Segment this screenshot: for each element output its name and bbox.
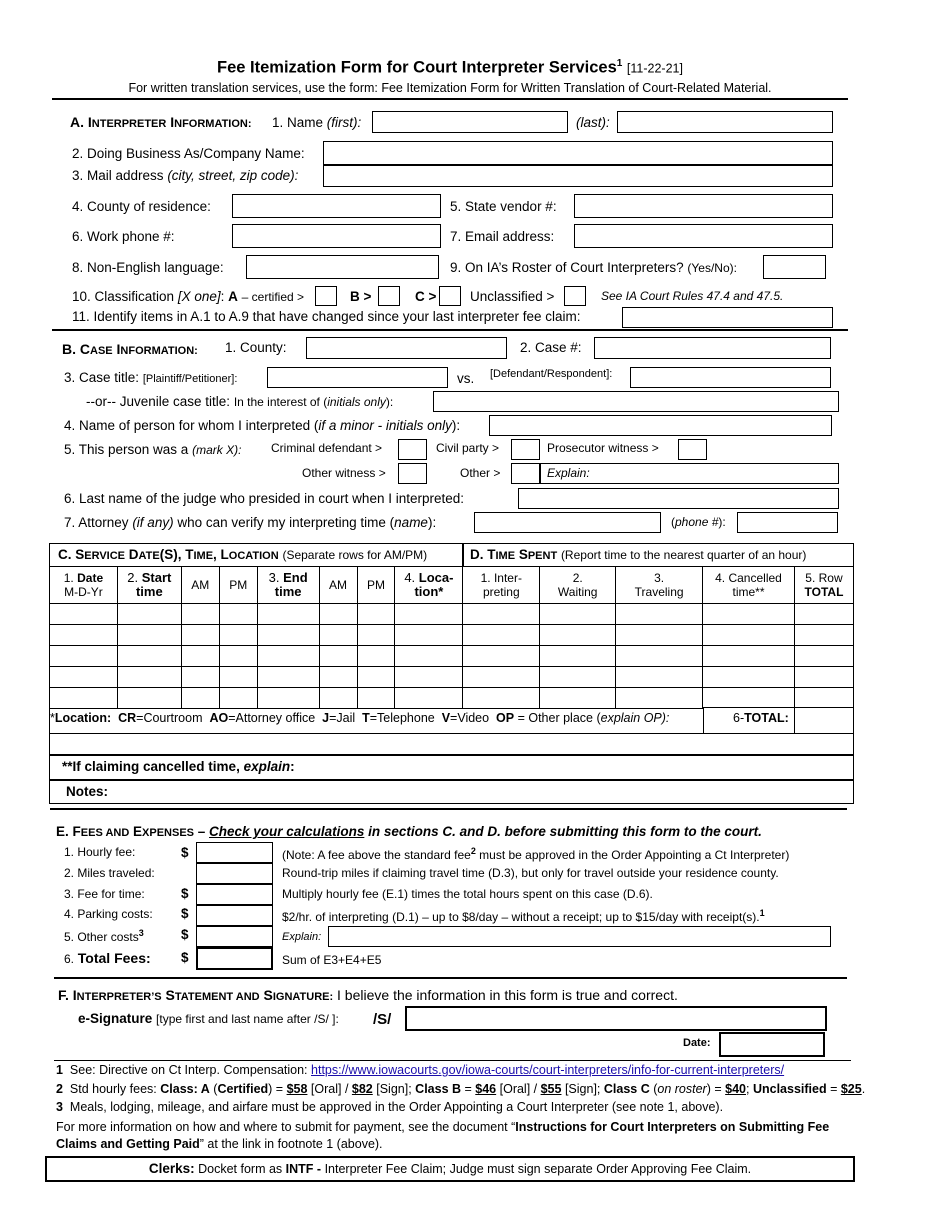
notes-label: Notes: (66, 784, 109, 799)
directive-link[interactable]: https://www.iowacourts.gov/iowa-courts/court-interpreters/info-for-current-interpreters/ (311, 1063, 785, 1077)
clerks-note: Clerks: Docket form as INTF - Interpreter Fee Claim; Judge must sign separate Order Approving Fee Claim. (148, 1161, 752, 1176)
class-unclassified-label: Unclassified > (470, 289, 555, 304)
case-number-input[interactable] (594, 337, 831, 359)
table-row[interactable] (50, 688, 854, 709)
total-label: 6-TOTAL: (733, 711, 789, 725)
first-name-input[interactable] (372, 111, 568, 133)
dba-label: 2. Doing Business As/Company Name: (72, 146, 305, 161)
roster-input[interactable] (763, 255, 826, 279)
footnote-1: 1 See: Directive on Ct Interp. Compensation: https://www.iowacourts.gov/iowa-courts/court-interpreters/info-for-current-interpreters/ (56, 1063, 785, 1077)
hourly-fee-input[interactable] (196, 842, 273, 863)
criminal-defendant-label: Criminal defendant > (271, 441, 383, 455)
email-label: 7. Email address: (450, 229, 555, 244)
date-input[interactable] (719, 1032, 825, 1057)
parking-note: $2/hr. of interpreting (D.1) – up to $8/day – without a receipt; up to $15/day with receipt(s).$^1$ (282, 908, 765, 924)
page-subtitle: For written translation services, use the form: Fee Itemization Form for Written Translation of Court-Related Material. (128, 81, 772, 95)
class-unclassified-checkbox[interactable] (564, 286, 586, 306)
section-cd-divider (462, 543, 464, 567)
table-row[interactable] (50, 625, 854, 646)
table-row[interactable] (50, 604, 854, 625)
col-start-am-header: AM (181, 567, 219, 604)
miles-note: Round-trip miles if claiming travel time (D.3), but only for travel outside your residence county. (282, 866, 779, 880)
prosecutor-witness-checkbox[interactable] (678, 439, 707, 460)
total-fees-label: 6. Total Fees: (64, 950, 151, 966)
county-residence-label: 4. County of residence: (72, 199, 211, 214)
table-row[interactable] (50, 646, 854, 667)
col-cancelled-header: 4. Cancelled time** (703, 567, 795, 604)
case-number-label: 2. Case #: (520, 340, 582, 355)
table-row[interactable] (50, 667, 854, 688)
judge-label: 6. Last name of the judge who presided in court when I interpreted: (64, 491, 464, 506)
class-c-checkbox[interactable] (439, 286, 461, 306)
changed-items-label: 11. Identify items in A.1 to A.9 that have changed since your last interpreter fee claim: (72, 309, 581, 324)
vendor-label: 5. State vendor #: (450, 199, 557, 214)
section-b-heading: B. CASE INFORMATION: (62, 341, 198, 357)
attorney-name-input[interactable] (474, 512, 661, 533)
col-waiting-header: 2. Waiting (540, 567, 616, 604)
other-witness-label: Other witness > (302, 466, 386, 480)
mail-address-label: 3. Mail address (city, street, zip code): (72, 168, 299, 183)
other-costs-input[interactable] (196, 926, 273, 947)
hourly-fee-note: (Note: A fee above the standard fee$^2$ must be approved in the Order Appointing a Ct Interpreter) (282, 846, 790, 862)
person-was-label: 5. This person was a (mark X): (64, 442, 242, 457)
esignature-s-mark: /S/ (373, 1011, 392, 1028)
language-input[interactable] (246, 255, 439, 279)
miles-input[interactable] (196, 863, 273, 884)
miles-label: 2. Miles traveled: (64, 866, 155, 880)
col-date-header: 1. Date M-D-Yr (50, 567, 118, 604)
service-time-table (49, 566, 854, 709)
col-start-header: 2. Start time (117, 567, 181, 604)
class-b-label: B > (350, 289, 372, 304)
fee-for-time-note: Multiply hourly fee (E.1) times the total hours spent on this case (D.6). (282, 887, 653, 901)
total-fees-input[interactable] (196, 947, 273, 970)
other-checkbox[interactable] (511, 463, 540, 484)
location-legend: *Location: CR=Courtroom AO=Attorney office J=Jail T=Telephone V=Video OP = Other place (explain OP): (50, 711, 670, 725)
footnote-2: 2 Std hourly fees: Class: A (Certified) = $58 [Oral] / $82 [Sign]; Class B = $46 [Oral] / $55 [Sign]; Class C (on roster) = $40; Unclassified = $25. (56, 1082, 866, 1096)
work-phone-input[interactable] (232, 224, 441, 248)
col-start-pm-header: PM (219, 567, 257, 604)
judge-input[interactable] (518, 488, 839, 509)
parking-label: 4. Parking costs: (64, 907, 153, 921)
table-header-row (50, 567, 854, 604)
class-b-checkbox[interactable] (378, 286, 400, 306)
section-cd-bottom-rule (50, 808, 847, 810)
section-e-divider (54, 977, 847, 979)
juvenile-title-label: --or-- Juvenile case title: In the interest of (initials only): (86, 394, 394, 409)
col-location-header: 4. Loca- tion* (395, 567, 463, 604)
section-f-divider (54, 1060, 851, 1061)
col-end-pm-header: PM (357, 567, 395, 604)
esignature-label: e-Signature [type first and last name after /S/ ]: (78, 1011, 339, 1026)
vendor-input[interactable] (574, 194, 833, 218)
page-title: Fee Itemization Form for Court Interpreter Services$^1$ [11-22-21] (217, 58, 683, 77)
civil-party-label: Civil party > (436, 441, 500, 455)
fee-for-time-label: 3. Fee for time: (64, 887, 145, 901)
section-e-heading: E. FEES AND EXPENSES – Check your calculations in sections C. and D. before submitting this form to the court. (56, 824, 762, 839)
work-phone-label: 6. Work phone #: (72, 229, 175, 244)
case-county-input[interactable] (306, 337, 507, 359)
case-title-label: 3. Case title: [Plaintiff/Petitioner]: (64, 370, 238, 385)
dba-input[interactable] (323, 141, 833, 165)
fee-for-time-input[interactable] (196, 884, 273, 905)
other-costs-dollar: $ (181, 927, 189, 942)
county-residence-input[interactable] (232, 194, 441, 218)
class-a-checkbox[interactable] (315, 286, 337, 306)
section-c-heading: C. SERVICE DATE(S), TIME, LOCATION (Separate rows for AM/PM) (58, 547, 428, 562)
classification-label: 10. Classification [X one]: A – certified > (72, 289, 305, 304)
more-info-note: For more information on how and where to submit for payment, see the document “Instructions for Court Interpreters on Submitting Fee Claims and Getting Paid” at the link in footnote 1 (above). (56, 1120, 830, 1151)
email-input[interactable] (574, 224, 833, 248)
hourly-fee-dollar: $ (181, 845, 189, 860)
cancelled-blank-row[interactable] (49, 733, 854, 755)
col-end-am-header: AM (319, 567, 357, 604)
col-interpreting-header: 1. Inter- preting (463, 567, 540, 604)
header-divider (52, 98, 848, 100)
attorney-label: 7. Attorney (if any) who can verify my interpreting time (name): (64, 515, 437, 530)
defendant-input[interactable] (630, 367, 831, 388)
col-traveling-header: 3. Traveling (616, 567, 703, 604)
other-costs-explain-input[interactable] (328, 926, 831, 947)
vs-label: vs. (457, 371, 475, 386)
total-fees-dollar: $ (181, 950, 189, 965)
other-explain-label: Explain: (547, 466, 590, 480)
parking-dollar: $ (181, 906, 189, 921)
class-rules-note: See IA Court Rules 47.4 and 47.5. (601, 289, 784, 303)
class-c-label: C > (415, 289, 437, 304)
mail-address-input[interactable] (323, 165, 833, 187)
plaintiff-input[interactable] (267, 367, 448, 388)
changed-items-input[interactable] (622, 307, 833, 328)
name-label: 1. Name (first): (272, 115, 362, 130)
other-label: Other > (460, 466, 501, 480)
date-label: Date: (683, 1037, 711, 1049)
person-name-input[interactable] (489, 415, 832, 436)
attorney-phone-label: (phone #): (671, 515, 726, 529)
section-d-heading: D. TIME SPENT (Report time to the nearest quarter of an hour) (470, 547, 807, 562)
fee-for-time-dollar: $ (181, 886, 189, 901)
defendant-label: [Defendant/Respondent]: (490, 368, 613, 380)
section-a-heading: A. INTERPRETER INFORMATION: (70, 114, 252, 130)
roster-label: 9. On IA’s Roster of Court Interpreters? (Yes/No): (450, 260, 737, 275)
col-end-header: 3. End time (257, 567, 319, 604)
total-time-input[interactable] (794, 707, 854, 734)
person-name-label: 4. Name of person for whom I interpreted (if a minor - initials only): (64, 418, 461, 433)
hourly-fee-label: 1. Hourly fee: (64, 845, 136, 859)
notes-row[interactable] (49, 780, 854, 804)
attorney-phone-input[interactable] (737, 512, 838, 533)
footnote-3: 3 Meals, lodging, mileage, and airfare must be approved in the Order Appointing a Court Interpreter (see note 1, above). (56, 1100, 724, 1114)
other-costs-explain-label: Explain: (282, 931, 322, 943)
criminal-defendant-checkbox[interactable] (398, 439, 427, 460)
case-county-label: 1. County: (225, 340, 287, 355)
cancelled-explain-label: **If claiming cancelled time, explain: (62, 759, 295, 774)
esignature-input[interactable] (405, 1006, 827, 1031)
section-f-heading: F. INTERPRETER’S STATEMENT AND SIGNATURE: I believe the information in this form is true and correct. (58, 987, 678, 1003)
form-version: [11-22-21] (626, 61, 683, 76)
section-a-divider (52, 329, 848, 331)
other-witness-checkbox[interactable] (398, 463, 427, 484)
juvenile-title-input[interactable] (433, 391, 839, 412)
last-name-label: (last): (576, 115, 610, 130)
other-costs-label: 5. Other costs$^3$ (64, 928, 144, 944)
total-fees-note: Sum of E3+E4+E5 (282, 953, 382, 967)
language-label: 8. Non-English language: (72, 260, 224, 275)
last-name-input[interactable] (617, 111, 833, 133)
prosecutor-witness-label: Prosecutor witness > (547, 441, 659, 455)
col-row-total-header: 5. Row TOTAL (794, 567, 853, 604)
parking-input[interactable] (196, 905, 273, 926)
civil-party-checkbox[interactable] (511, 439, 540, 460)
